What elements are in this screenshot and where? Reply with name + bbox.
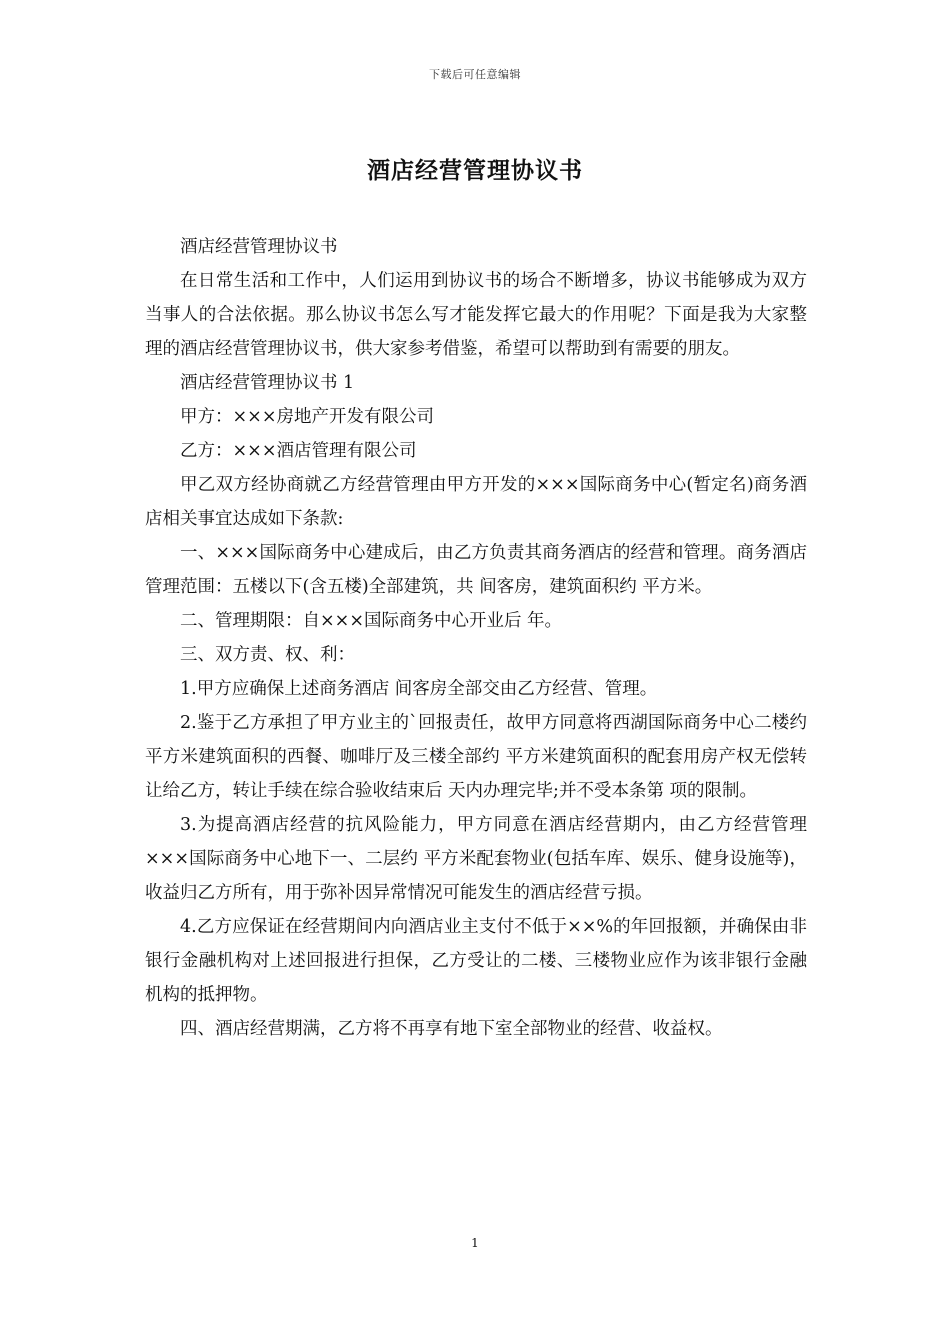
document-title: 酒店经营管理协议书 [367, 157, 583, 184]
paragraph-clause-3: 三、双方责、权、利： [180, 645, 355, 665]
document-body [145, 230, 807, 1046]
paragraph-party-b: 乙方：×××酒店管理有限公司 [180, 441, 417, 461]
paragraph-clause-1: 一、×××国际商务中心建成后，由乙方负责其商务酒店的经营和管理。商务酒店管理范围：五楼以下(含五楼)全部建筑，共 间客房，建筑面积约 平方米。 [145, 543, 807, 597]
header-note: 下载后可任意编辑 [429, 68, 521, 81]
paragraph-clause-3-item-2: 2.鉴于乙方承担了甲方业主的`回报责任，故甲方同意将西湖国际商务中心二楼约 平方米建筑面积的西餐、咖啡厅及三楼全部约 平方米建筑面积的配套用房产权无偿转让给乙方，转让手续在综合验收结束后 天内办理完毕;并不受本条第 项的限制。 [145, 713, 807, 801]
page-number: 1 [471, 1236, 479, 1250]
paragraph-party-a: 甲方：×××房地产开发有限公司 [180, 407, 434, 427]
paragraph-clause-3-item-3: 3.为提高酒店经营的抗风险能力，甲方同意在酒店经营期内，由乙方经营管理×××国际商务中心地下一、二层约 平方米配套物业(包括车库、娱乐、健身设施等)，收益归乙方所有，用于弥补因异常情况可能发生的酒店经营亏损。 [145, 815, 807, 903]
paragraph-subtitle: 酒店经营管理协议书 [180, 237, 338, 257]
paragraph-clause-4: 四、酒店经营期满，乙方将不再享有地下室全部物业的经营、收益权。 [180, 1019, 723, 1039]
paragraph-intro: 在日常生活和工作中，人们运用到协议书的场合不断增多，协议书能够成为双方当事人的合法依据。那么协议书怎么写才能发挥它最大的作用呢？下面是我为大家整理的酒店经营管理协议书，供大家参考借鉴，希望可以帮助到有需要的朋友。 [145, 271, 807, 359]
paragraph-clause-3-item-4: 4.乙方应保证在经营期间内向酒店业主支付不低于××%的年回报额，并确保由非银行金融机构对上述回报进行担保，乙方受让的二楼、三楼物业应作为该非银行金融机构的抵押物。 [145, 917, 807, 1005]
paragraph-clause-3-item-1: 1.甲方应确保上述商务酒店 间客房全部交由乙方经营、管理。 [180, 679, 658, 699]
paragraph-preamble: 甲乙双方经协商就乙方经营管理由甲方开发的×××国际商务中心(暂定名)商务酒店相关事宜达成如下条款: [145, 475, 807, 529]
paragraph-section-heading: 酒店经营管理协议书 1 [180, 373, 355, 393]
paragraph-clause-2: 二、管理期限：自×××国际商务中心开业后 年。 [180, 611, 563, 631]
